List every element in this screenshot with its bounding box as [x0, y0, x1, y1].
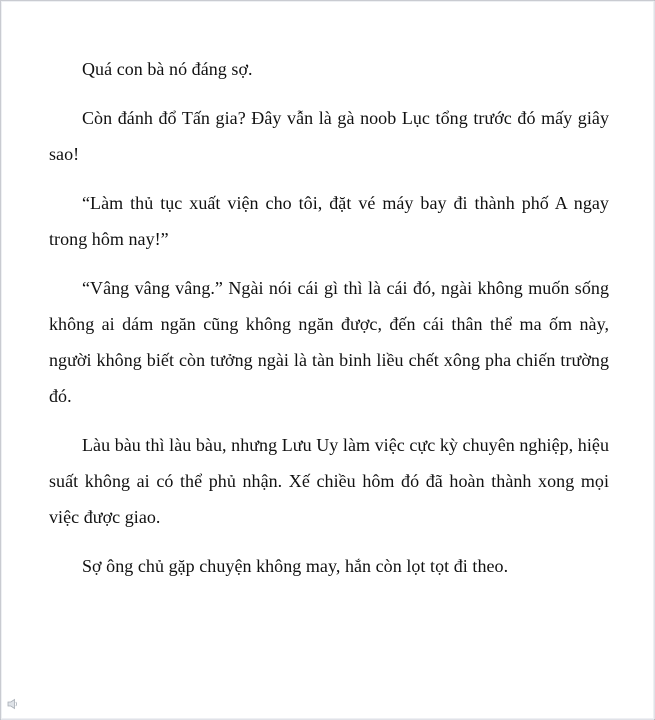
- document-body: [49, 51, 609, 584]
- speaker-icon[interactable]: [6, 697, 20, 711]
- paragraph-4: “Vâng vâng vâng.” Ngài nói cái gì thì là cái đó, ngài không muốn sống không ai dám ngăn cũng không ngăn được, đến cái thân thể ma ốm này, người không biết còn tưởng ngài là tàn binh liều chết xông pha chiến trường đó.: [49, 278, 609, 406]
- paragraph-6: Sợ ông chủ gặp chuyện không may, hắn còn lọt tọt đi theo.: [82, 556, 509, 576]
- paragraph-3: “Làm thủ tục xuất viện cho tôi, đặt vé máy bay đi thành phố A ngay trong hôm nay!”: [49, 193, 609, 249]
- paragraph-2: Còn đánh đổ Tấn gia? Đây vẫn là gà noob Lục tổng trước đó mấy giây sao!: [49, 108, 609, 164]
- paragraph-1: Quá con bà nó đáng sợ.: [82, 59, 253, 79]
- paragraph-5: Làu bàu thì làu bàu, nhưng Lưu Uy làm việc cực kỳ chuyên nghiệp, hiệu suất không ai có thể phủ nhận. Xế chiều hôm đó đã hoàn thành xong mọi việc được giao.: [49, 435, 609, 527]
